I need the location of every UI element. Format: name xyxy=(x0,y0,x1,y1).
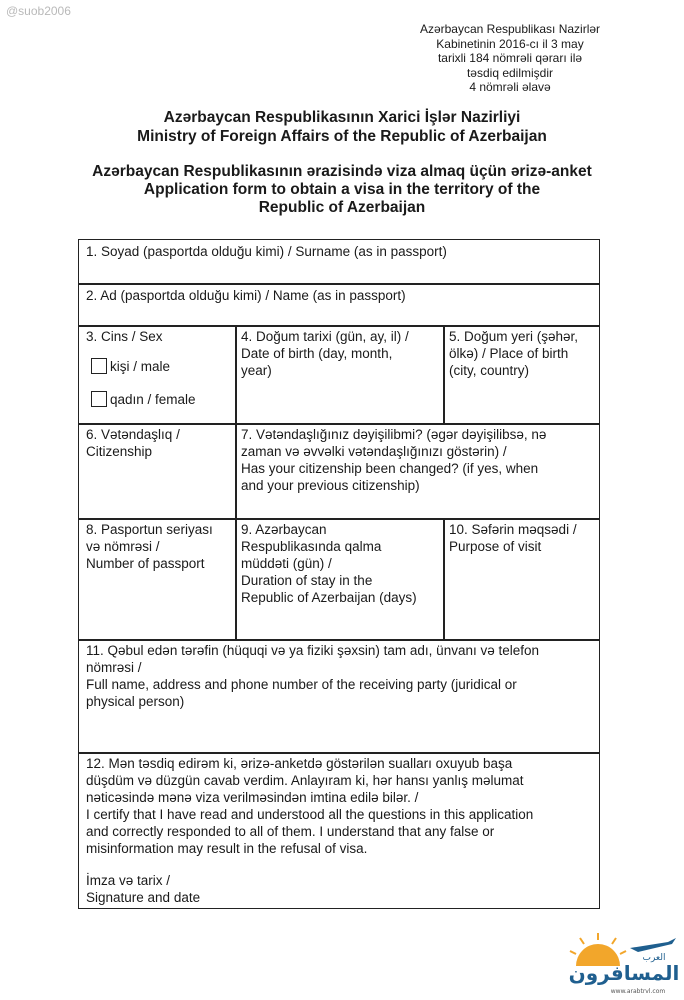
annex-note xyxy=(400,22,620,95)
receiving-party-line: physical person) xyxy=(86,694,185,709)
citizenship-change-line: zaman və əvvəlki vətəndaşlığınızı göstərin) / xyxy=(241,444,507,459)
sex-option-male[interactable] xyxy=(91,358,170,374)
airplane-icon xyxy=(630,938,676,952)
form-title-en-line2: Republic of Azerbaijan xyxy=(258,199,426,216)
sex-option-female[interactable] xyxy=(91,391,196,407)
ministry-name-en: Ministry of Foreign Affairs of the Republic of Azerbaijan xyxy=(137,128,547,145)
receiving-party-line: 11. Qəbul edən tərəfin (hüquqi və ya fiziki şəxsin) tam adı, ünvanı və telefon xyxy=(86,643,540,658)
certification-line: nəticəsində mənə viza verilməsindən imtina edilə bilər. / xyxy=(86,790,419,805)
male-checkbox[interactable] xyxy=(91,358,107,374)
annex-line: Kabinetinin 2016-cı il 3 may xyxy=(436,36,584,51)
duration-label-line: 9. Azərbaycan xyxy=(241,522,327,537)
dob-label-line: 4. Doğum tarixi (gün, ay, il) / xyxy=(241,329,409,344)
citizenship-change-line: Has your citizenship been changed? (if yes, when xyxy=(241,461,539,476)
place-of-birth-field[interactable] xyxy=(449,328,597,379)
female-label: qadın / female xyxy=(110,391,196,407)
surname-label: 1. Soyad (pasportda olduğu kimi) / Surname (as in passport) xyxy=(86,244,447,259)
dob-label-line: year) xyxy=(241,363,272,378)
name-label: 2. Ad (pasportda olduğu kimi) / Name (as in passport) xyxy=(86,288,406,303)
receiving-party-field[interactable] xyxy=(86,642,594,710)
form-title xyxy=(0,163,684,217)
row-divider xyxy=(79,423,599,425)
passport-label-line: Number of passport xyxy=(86,556,205,571)
purpose-label-line: Purpose of visit xyxy=(449,539,542,554)
column-divider xyxy=(443,325,445,423)
annex-line: təsdiq edilmişdir xyxy=(466,65,554,80)
purpose-label-line: 10. Səfərin məqsədi / xyxy=(449,522,577,537)
citizenship-label-line: Citizenship xyxy=(86,444,153,459)
sex-label: 3. Cins / Sex xyxy=(86,329,163,344)
dob-label-line: Date of birth (day, month, xyxy=(241,346,393,361)
column-divider xyxy=(443,518,445,639)
ministry-name-az: Azərbaycan Respublikasının Xarici İşlər Nazirliyi xyxy=(163,109,521,126)
column-divider xyxy=(235,518,237,639)
duration-label-line: Republic of Azerbaijan (days) xyxy=(241,590,417,605)
pob-label-line: (city, country) xyxy=(449,363,530,378)
application-form-table xyxy=(78,239,600,909)
citizenship-change-field[interactable] xyxy=(241,426,597,494)
pob-label-line: ölkə) / Place of birth xyxy=(449,346,569,361)
row-divider xyxy=(79,325,599,327)
row-divider xyxy=(79,752,599,754)
duration-label-line: Respublikasında qalma xyxy=(241,539,382,554)
duration-of-stay-field[interactable] xyxy=(241,521,439,606)
receiving-party-line: Full name, address and phone number of the receiving party (juridical or xyxy=(86,677,517,692)
row-divider xyxy=(79,639,599,641)
certification-line: düşdüm və düzgün cavab verdim. Anlayıram ki, hər hansı yanlış məlumat xyxy=(86,773,524,788)
column-divider xyxy=(235,325,237,423)
date-of-birth-field[interactable] xyxy=(241,328,439,379)
logo-text: المسافرون xyxy=(568,961,680,985)
certification-line: misinformation may result in the refusal of visa. xyxy=(86,841,368,856)
signature-date-field[interactable] xyxy=(86,872,386,906)
column-divider xyxy=(235,423,237,518)
male-label: kişi / male xyxy=(110,358,171,374)
ministry-heading xyxy=(0,108,684,146)
name-field[interactable] xyxy=(86,287,591,304)
certification-line: 12. Mən təsdiq edirəm ki, ərizə-anketdə göstərilən sualları oxuyub başa xyxy=(86,756,513,771)
duration-label-line: Duration of stay in the xyxy=(241,573,373,588)
certification-line: and correctly responded to all of them. I understand that any false or xyxy=(86,824,495,839)
duration-label-line: müddəti (gün) / xyxy=(241,556,332,571)
logo-small-text: العرب xyxy=(642,953,666,963)
receiving-party-line: nömrəsi / xyxy=(86,660,142,675)
passport-number-field[interactable] xyxy=(86,521,231,572)
certification-statement xyxy=(86,755,594,857)
annex-line: tarixli 184 nömrəli qərarı ilə xyxy=(437,51,583,65)
pob-label-line: 5. Doğum yeri (şəhər, xyxy=(449,329,579,344)
passport-label-line: 8. Pasportun seriyası xyxy=(86,522,213,537)
site-logo xyxy=(568,930,680,996)
passport-label-line: və nömrəsi / xyxy=(86,539,160,554)
citizenship-change-line: 7. Vətəndaşlığınız dəyişilibmi? (əgər dəyişilibsə, nə xyxy=(241,427,547,442)
annex-line: 4 nömrəli əlavə xyxy=(469,80,551,94)
surname-field[interactable] xyxy=(86,243,591,260)
watermark-handle: @suob2006 xyxy=(6,4,71,18)
row-divider xyxy=(79,518,599,520)
citizenship-label-line: 6. Vətəndaşlıq / xyxy=(86,427,180,442)
form-title-az: Azərbaycan Respublikasının ərazisində viza almaq üçün ərizə-anket xyxy=(92,163,592,180)
female-checkbox[interactable] xyxy=(91,391,107,407)
signature-label-line: Signature and date xyxy=(86,890,201,905)
logo-url: www.arabtrvl.com xyxy=(610,988,666,995)
annex-line: Azərbaycan Respublikası Nazirlər xyxy=(419,22,601,36)
form-title-en-line1: Application form to obtain a visa in the territory of the xyxy=(143,181,541,198)
signature-label-line: İmza və tarix / xyxy=(86,873,171,888)
purpose-of-visit-field[interactable] xyxy=(449,521,597,555)
certification-line: I certify that I have read and understood all the questions in this application xyxy=(86,807,534,822)
row-divider xyxy=(79,283,599,285)
citizenship-field[interactable] xyxy=(86,426,231,460)
citizenship-change-line: and your previous citizenship) xyxy=(241,478,420,493)
